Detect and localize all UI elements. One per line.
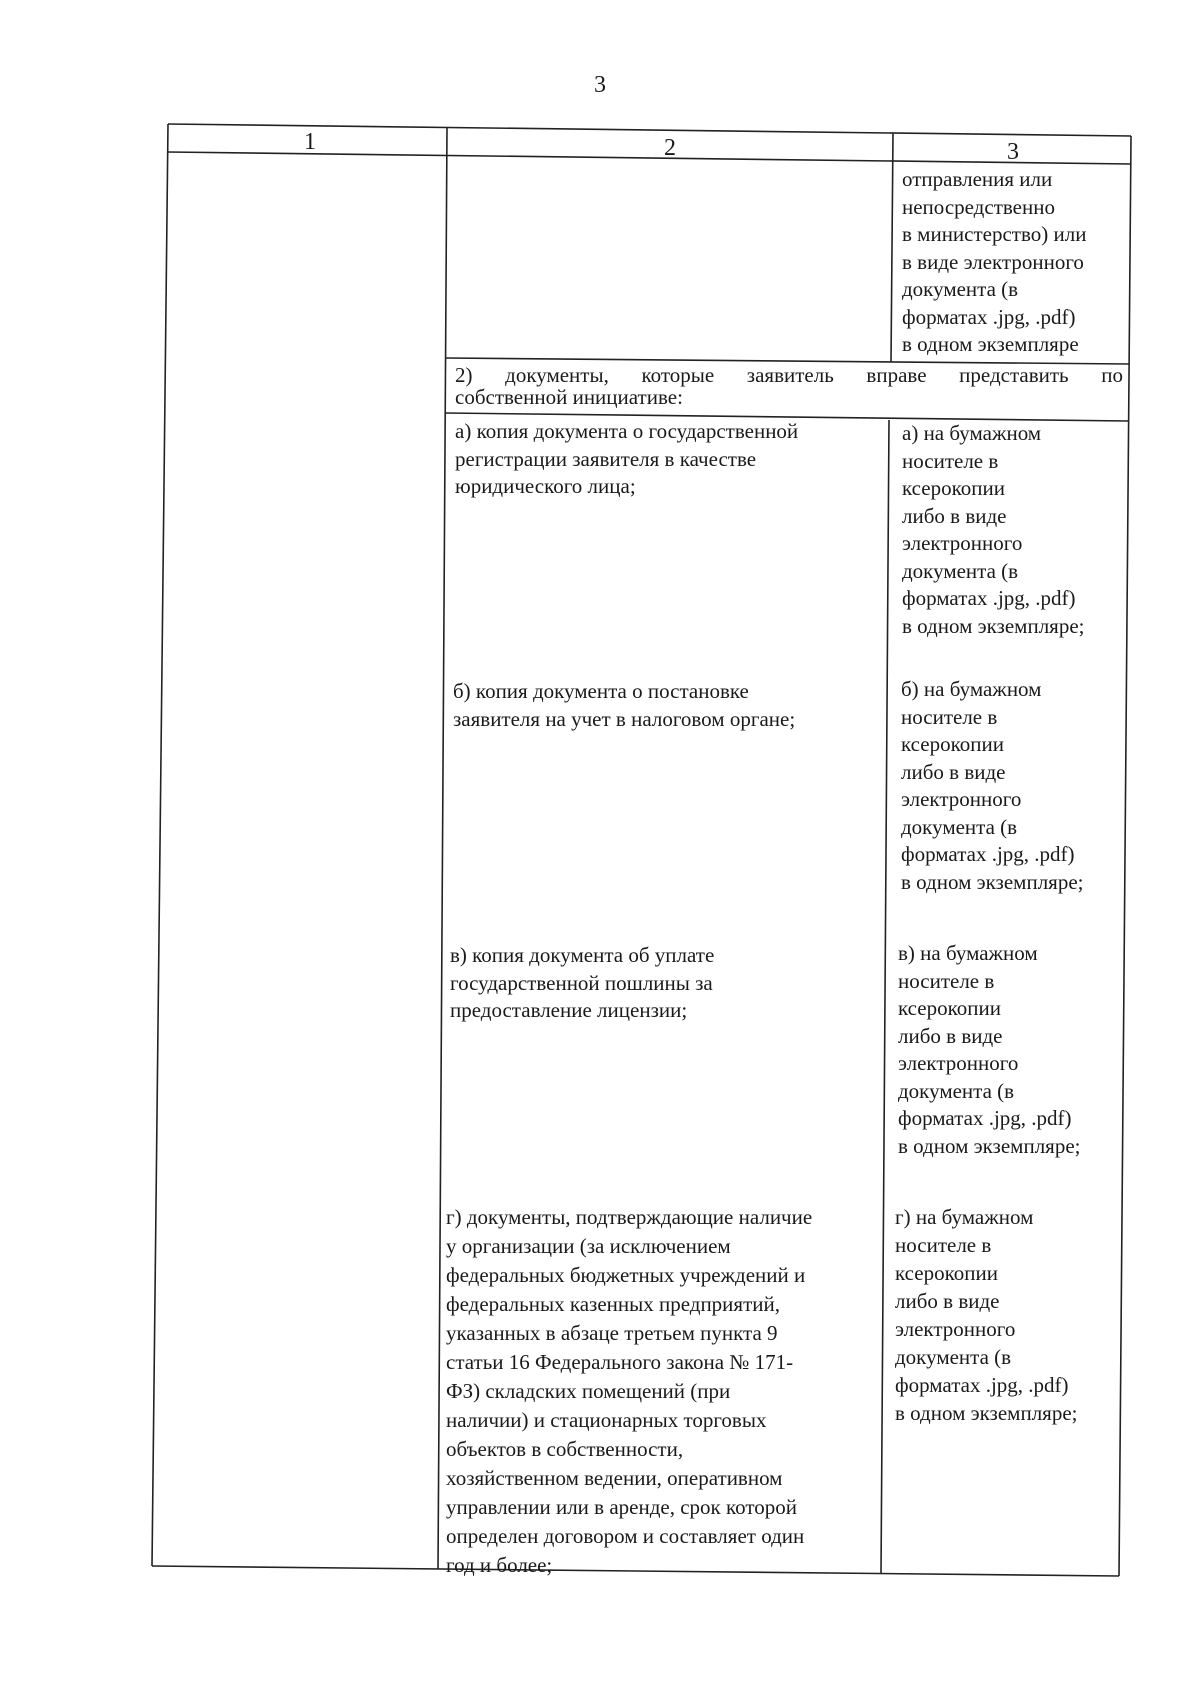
- column-header-3: 3: [1007, 139, 1019, 165]
- text-line: в) копия документа об уплате: [450, 943, 715, 967]
- text-line: форматах .jpg, .pdf): [895, 1373, 1069, 1397]
- text-line: в одном экземпляре;: [895, 1401, 1078, 1425]
- section-2-heading: [455, 364, 1123, 408]
- text-line: непосредственно: [902, 194, 1055, 219]
- text-line: отправления или: [902, 167, 1053, 191]
- page-number: 3: [594, 72, 606, 98]
- text-line: регистрации заявителя в качестве: [455, 446, 757, 471]
- text-line: документа (в: [901, 814, 1018, 839]
- text-line: форматах .jpg, .pdf): [902, 586, 1076, 610]
- text-line: носителе в: [901, 704, 998, 729]
- text-line: ФЗ) складских помещений (при: [446, 1379, 731, 1403]
- text-line: электронного: [902, 531, 1023, 555]
- text-line: в одном экземпляре;: [898, 1133, 1081, 1158]
- text-line: год и более;: [446, 1553, 553, 1577]
- row-v-col3: [898, 940, 1120, 1160]
- text-line: либо в виде: [895, 1289, 1000, 1313]
- text-line: ксерокопии: [902, 476, 1005, 500]
- text-line: электронного: [901, 787, 1022, 811]
- text-line: государственной пошлины за: [450, 970, 713, 995]
- text-line: носителе в: [895, 1233, 992, 1257]
- text-line: в одном экземпляре: [902, 332, 1079, 356]
- text-line: либо в виде: [902, 503, 1007, 528]
- text-line: в) на бумажном: [898, 941, 1038, 965]
- text-line: хозяйственном ведении, оперативном: [446, 1466, 783, 1490]
- text-line: наличии) и стационарных торговых: [446, 1408, 767, 1432]
- text-line: форматах .jpg, .pdf): [898, 1106, 1072, 1130]
- text-line: ксерокопии: [895, 1261, 998, 1285]
- text-line: ксерокопии: [898, 996, 1001, 1020]
- text-line: в министерство) или: [902, 222, 1087, 246]
- column-header-2: 2: [664, 135, 676, 161]
- row-v-col2: [450, 942, 875, 1025]
- text-line: документа (в: [898, 1078, 1015, 1103]
- column-header-1: 1: [304, 129, 316, 155]
- text-line: документа (в: [902, 277, 1019, 301]
- text-line: либо в виде: [901, 759, 1006, 784]
- text-line: либо в виде: [898, 1023, 1003, 1048]
- text-line: управлении или в аренде, срок которой: [446, 1495, 797, 1519]
- row-a-col3: [902, 420, 1124, 640]
- text-line: в одном экземпляре;: [901, 869, 1084, 894]
- text-line: в виде электронного: [902, 249, 1084, 274]
- text-line: заявителя на учет в налоговом органе;: [453, 706, 796, 731]
- text-line: а) копия документа о государственной: [455, 419, 799, 443]
- text-line: электронного: [895, 1317, 1016, 1341]
- row-g-col2: [446, 1203, 878, 1580]
- row-a-col2: [455, 418, 880, 501]
- text-line: г) документы, подтверждающие наличие: [446, 1205, 813, 1229]
- text-line: федеральных казенных предприятий,: [446, 1292, 780, 1316]
- text-line: статьи 16 Федерального закона № 171-: [446, 1350, 794, 1374]
- text-line: а) на бумажном: [902, 421, 1042, 445]
- text-line: федеральных бюджетных учреждений и: [446, 1263, 806, 1287]
- first-row-col3: [902, 166, 1127, 359]
- text-line: юридического лица;: [455, 474, 636, 498]
- text-line: ксерокопии: [901, 732, 1004, 756]
- text-line: форматах .jpg, .pdf): [902, 304, 1076, 329]
- row-b-col3: [901, 676, 1123, 896]
- text-line: указанных в абзаце третьем пункта 9: [446, 1321, 778, 1345]
- text-line: г) на бумажном: [895, 1205, 1034, 1229]
- text-line: предоставление лицензии;: [450, 998, 688, 1022]
- text-line: носителе в: [898, 968, 995, 993]
- row-g-col3: [895, 1203, 1117, 1427]
- text-line: носителе в: [902, 448, 999, 473]
- text-line: б) на бумажном: [901, 677, 1042, 701]
- text-line: в одном экземпляре;: [902, 613, 1085, 638]
- text-line: объектов в собственности,: [446, 1437, 684, 1461]
- section-2-line-2: собственной инициативе:: [455, 385, 683, 409]
- row-b-col2: [453, 678, 878, 733]
- text-line: у организации (за исключением: [446, 1234, 731, 1258]
- text-line: определен договором и составляет один: [446, 1524, 805, 1548]
- text-line: документа (в: [902, 558, 1019, 583]
- text-line: документа (в: [895, 1345, 1012, 1369]
- section-2-line-1: 2) документы, которые заявитель вправе представить по: [455, 363, 1123, 387]
- text-line: б) копия документа о постановке: [453, 679, 749, 703]
- text-line: электронного: [898, 1051, 1019, 1075]
- text-line: форматах .jpg, .pdf): [901, 842, 1075, 866]
